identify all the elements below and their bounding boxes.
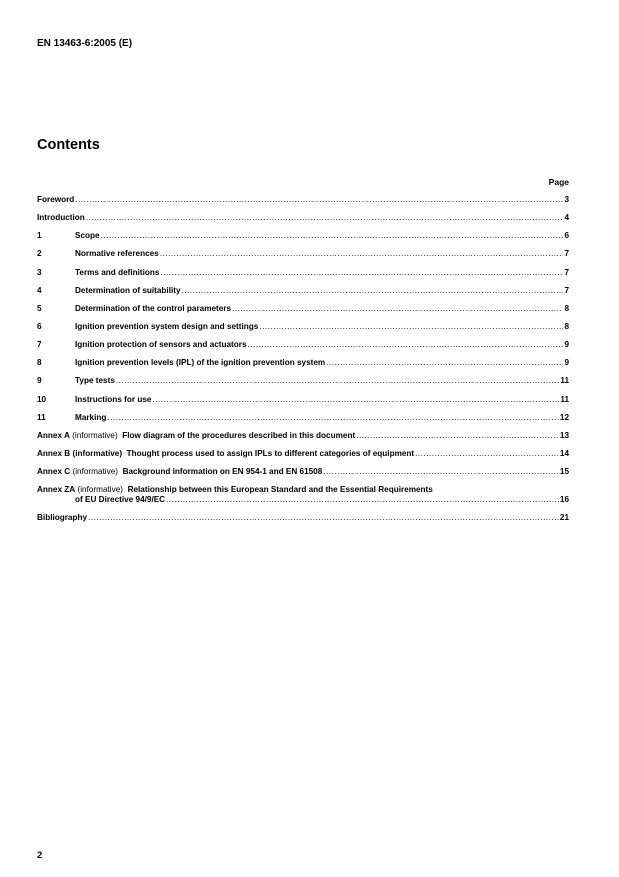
toc-entry-number: 11 [37,412,46,422]
toc-entry-title: Thought process used to assign IPLs to different categories of equipment [126,448,415,458]
toc-entry-number: 8 [37,358,42,368]
annex-kind: (informative) [69,430,118,440]
toc-entry-clause-9[interactable] [37,376,569,386]
toc-entry-line-2 [37,495,569,505]
annex-kind: (informative) [70,467,118,477]
toc-entry-clause-2[interactable] [37,249,569,259]
toc-entry-foreword[interactable] [37,195,569,205]
toc-entry-number: 1 [37,231,42,241]
toc-entry-title: Determination of the control parameters [75,303,232,313]
toc-entry-page: 9 [564,340,569,350]
dot-leader [248,340,564,350]
toc-entry-annex-c[interactable] [37,467,569,477]
toc-entry-number: 10 [37,394,47,404]
toc-entry-annex-za[interactable] [37,485,569,505]
dot-leader [259,322,563,332]
toc-entry-clause-6[interactable] [37,322,569,332]
toc-entry-page: 14 [559,448,569,458]
toc-entry-page: 8 [564,321,569,331]
contents-title: Contents [37,137,100,153]
dot-leader [182,286,564,296]
toc-entry-page: 13 [559,430,569,440]
toc-entry-page: 11 [560,394,569,404]
document-header: EN 13463-6:2005 (E) [37,38,133,49]
dot-leader [86,213,564,223]
toc-entry-introduction[interactable] [37,213,569,223]
toc-entry-clause-5[interactable] [37,304,569,314]
toc-entry-page: 4 [564,213,569,223]
toc-entry-title-continued: of EU Directive 94/9/EC [75,495,166,505]
dot-leader [152,395,559,405]
toc-entry-page: 15 [559,467,569,477]
toc-entry-page: 8 [564,303,569,313]
toc-entry-number: 4 [37,285,42,295]
dot-leader [75,195,563,205]
toc-entry-number: 7 [37,340,42,350]
table-of-contents [37,195,569,531]
toc-entry-clause-1[interactable] [37,231,569,241]
toc-entry-title: Flow diagram of the procedures described in this document [122,430,356,440]
dot-leader [101,231,564,241]
toc-entry-clause-8[interactable] [37,358,569,368]
annex-label: Annex A (informative) [37,430,118,440]
toc-entry-clause-4[interactable] [37,286,569,296]
toc-entry-number: 5 [37,303,42,313]
toc-entry-title: Introduction [37,213,85,223]
annex-label: Annex ZA (informative) [37,485,123,495]
toc-entry-page: 9 [564,358,569,368]
toc-entry-page: 12 [559,412,569,422]
toc-entry-title: Foreword [37,195,75,204]
toc-entry-title: Ignition prevention system design and settings [75,321,259,331]
toc-entry-page: 7 [564,285,569,295]
annex-kind: (informative) [75,485,123,495]
dot-leader [326,358,563,368]
toc-entry-page: 3 [564,195,569,204]
dot-leader [415,449,559,459]
dot-leader [160,249,564,259]
toc-entry-page: 11 [560,376,569,386]
toc-entry-title: Relationship between this European Standard and the Essential Requirements [127,485,433,495]
toc-entry-page: 7 [564,249,569,259]
toc-entry-page: 21 [559,513,569,523]
toc-entry-page: 6 [564,231,569,241]
toc-entry-page: 7 [564,267,569,277]
toc-entry-title: Background information on EN 954-1 and EN 61508 [122,467,323,477]
toc-entry-line-1 [37,485,569,495]
toc-entry-annex-a[interactable] [37,431,569,441]
page-column-label: Page [548,177,569,187]
toc-entry-number: 9 [37,376,42,386]
dot-leader [166,495,559,505]
toc-entry-number: 3 [37,267,42,277]
toc-entry-clause-10[interactable] [37,395,569,405]
toc-entry-clause-7[interactable] [37,340,569,350]
dot-leader [116,376,559,386]
toc-entry-title: Ignition prevention levels (IPL) of the ignition prevention system [75,358,326,368]
page-number: 2 [37,850,43,861]
toc-entry-annex-b[interactable] [37,449,569,459]
toc-entry-title: Ignition protection of sensors and actuators [75,340,247,350]
dot-leader [107,413,558,423]
annex-label: Annex B (informative) [37,448,123,458]
toc-entry-clause-11[interactable] [37,413,569,423]
dot-leader [160,268,563,278]
toc-entry-number: 6 [37,321,42,331]
dot-leader [88,513,559,523]
toc-entry-title: Bibliography [37,513,88,523]
dot-leader [232,304,563,314]
toc-entry-title: Terms and definitions [75,267,160,277]
toc-entry-title: Type tests [75,376,115,386]
dot-leader [356,431,559,441]
toc-entry-title: Marking [75,412,107,422]
toc-entry-bibliography[interactable] [37,513,569,523]
toc-entry-clause-3[interactable] [37,268,569,278]
toc-entry-title: Normative references [75,249,159,259]
dot-leader [323,467,559,477]
toc-entry-page: 16 [559,495,569,505]
toc-entry-title: Scope [75,231,100,241]
annex-label: Annex C (informative) [37,467,118,477]
toc-entry-title: Instructions for use [75,394,152,404]
toc-entry-number: 2 [37,249,42,259]
toc-entry-title: Determination of suitability [75,285,181,295]
